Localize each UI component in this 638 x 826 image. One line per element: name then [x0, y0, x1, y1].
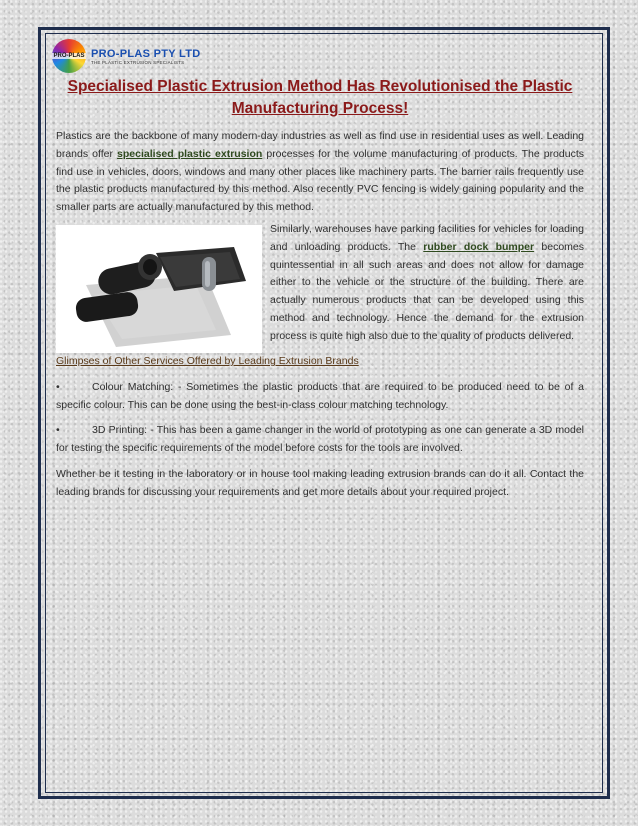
paragraph-intro [56, 128, 584, 217]
article-body [56, 76, 584, 502]
rubber-dock-bumper-link[interactable]: rubber dock bumper [423, 240, 535, 253]
intro-text-before: Plastics are the backbone of many modern-day industries as well as find use in residential uses as well. Leading brands offer [56, 130, 584, 160]
logo-company-name: PRO-PLAS PTY LTD [91, 47, 201, 60]
bullet-3d-printing-text: 3D Printing: - This has been a game changer in the world of prototyping as one can generate a 3D model for testing the specific requirements of the model before costs for the tools are involved. [56, 424, 584, 455]
logo-tagline: THE PLASTIC EXTRUSION SPECIALISTS [91, 59, 185, 65]
intro-text-after: processes for the volume manufacturing of products. The products find use in vehicles, doors, windows and many other places like machinery parts. The barrier rails frequently use the plastic products manufactured by this method. Also recently PVC fencing is widely gaining popularity and the smaller parts are actually manufactured by this method. [56, 147, 584, 214]
bullet-colour-matching-text: Colour Matching: - Sometimes the plastic products that are required to be produced need to be of a specific colour. This can be done using the best-in-class colour matching technology. [56, 380, 584, 411]
bullet-3d-printing [56, 422, 584, 458]
bullet-icon: • [56, 424, 60, 437]
product-photo-icon [56, 225, 262, 353]
dock-text-before: Similarly, warehouses have parking facilities for vehicles for loading and unloading products. The [270, 222, 584, 253]
company-logo [52, 38, 212, 74]
article-title: Specialised Plastic Extrusion Method Has Revolutionised the Plastic Manufacturing Process! [67, 78, 573, 117]
logo-badge-text: PRO-PLAS [53, 53, 85, 59]
section-heading-services: Glimpses of Other Services Offered by Leading Extrusion Brands [56, 354, 359, 367]
rainbow-globe-icon [52, 39, 86, 73]
specialised-plastic-extrusion-link[interactable]: specialised plastic extrusion [117, 147, 263, 160]
paragraph-closing: Whether be it testing in the laboratory or in house tool making leading extrusion brands can do it all. Contact the leading brands for discussing your requirements and get more details about your required project. [56, 467, 584, 498]
bullet-icon: • [56, 380, 60, 393]
bullet-colour-matching [56, 379, 584, 415]
dock-text-after: becomes quintessential in all such areas and does not allow for damage either to the vehicle or the structure of the building. There are actually numerous products that can be developed using this method and technology. Hence the demand for the extrusion process is quite high also due to the quality of products delivered. [270, 240, 584, 342]
rubber-dock-bumper-photo [56, 225, 262, 353]
